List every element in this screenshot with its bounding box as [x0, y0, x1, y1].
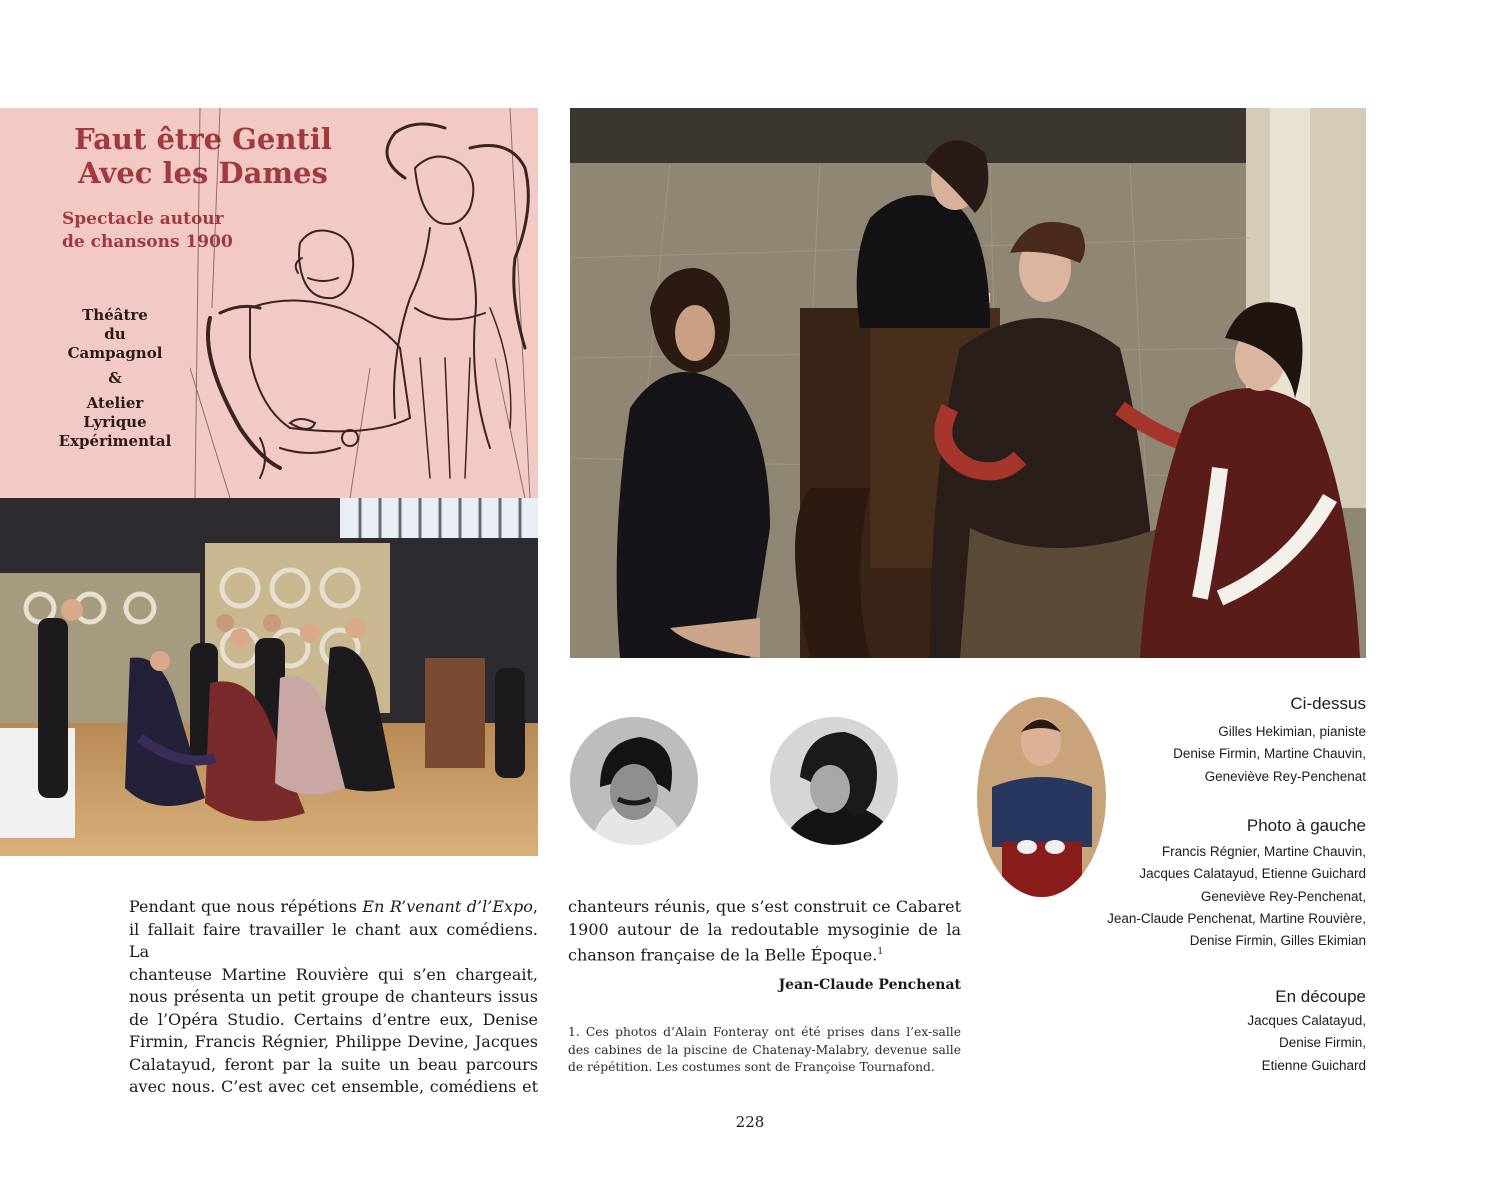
poster-org-line: Théâtre [82, 306, 148, 324]
portrait-etienne-guichard [977, 697, 1106, 897]
caption-line: Geneviève Rey-Penchenat, [1200, 888, 1366, 904]
portrait-jacques-calatayud [570, 717, 698, 845]
poster-organizers [50, 306, 180, 451]
poster-org-line: Lyrique [83, 413, 147, 431]
body-line: Calatayud, feront par la suite un beau parcours [129, 1054, 538, 1074]
body-line: chanteuse Martine Rouvière qui s’en chargeait, [129, 964, 538, 984]
portrait-denise-firmin [770, 717, 898, 845]
poster-org-line: & [108, 369, 122, 387]
caption-line: Etienne Guichard [1261, 1057, 1366, 1073]
poster-org-line: du [104, 325, 126, 343]
caption-line: Denise Firmin, [1278, 1035, 1366, 1051]
body-line: de l’Opéra Studio. Certains d’entre eux, Denise [129, 1009, 538, 1029]
caption-line: Jacques Calatayud, [1247, 1013, 1366, 1028]
rehearsal-photo [0, 498, 538, 856]
caption-line: Denise Firmin, Gilles Ekimian [1189, 933, 1366, 949]
body-line: Firmin, Francis Régnier, Philippe Devine, Jacques [129, 1032, 538, 1051]
poster-org-line: Expérimental [58, 432, 172, 450]
page-number: 228 [735, 1113, 765, 1131]
poster-org-line: Atelier [86, 394, 144, 412]
footnote: 1. Ces photos d’Alain Fonteray ont été prises dans l’ex-salle des cabines de la piscine de Chatenay-Malabry, devenue salle de répétition. Les costumes sont de Françoise Tournafond. [568, 1025, 961, 1074]
caption-heading: Ci-dessus [1290, 694, 1366, 713]
body-line: avec nous. C’est avec cet ensemble, comédiens et [129, 1077, 538, 1096]
caption-above [1173, 694, 1366, 788]
poster-title-line-2: Avec les Dames [78, 156, 328, 190]
caption-line: Denise Firmin, Martine Chauvin, [1173, 746, 1366, 762]
body-text-left-column [129, 896, 538, 1099]
body-line: il fallait faire travailler le chant aux comédiens. La [129, 919, 538, 961]
rehearsal-photo-image [0, 498, 538, 856]
footnote-marker: 1 [877, 947, 884, 957]
caption-heading: En découpe [1275, 987, 1366, 1006]
caption-heading: Photo à gauche [1246, 816, 1366, 835]
caption-line: Gilles Hekimian, pianiste [1218, 724, 1366, 739]
body-line: 1900 autour de la redoutable mysoginie de la [568, 919, 961, 939]
body-line: chanson française de la Belle Époque.$^1$ [568, 945, 884, 965]
poster-org-line: Campagnol [67, 344, 163, 362]
poster [0, 108, 538, 498]
caption-line: Francis Régnier, Martine Chauvin, [1161, 844, 1366, 859]
body-line: nous présenta un petit groupe de chanteurs issus [129, 987, 538, 1006]
poster-subtitle-line-2: de chansons 1900 [62, 232, 233, 252]
body-line: Pendant que nous répétions En R’venant d’l’Expo, [129, 897, 538, 916]
caption-line: Jean-Claude Penchenat, Martine Rouvière, [1107, 910, 1366, 926]
main-photo [570, 108, 1366, 658]
portrait-2-image [770, 717, 898, 845]
poster-title-line-1: Faut être Gentil [74, 122, 332, 156]
poster-sketch-illustration [190, 108, 538, 498]
body-text-middle-column [568, 896, 961, 967]
caption-line: Jacques Calatayud, Etienne Guichard [1139, 866, 1366, 882]
portrait-3-image [977, 697, 1106, 897]
caption-left-photo [1107, 816, 1366, 952]
portrait-1-image [570, 717, 698, 845]
poster-subtitle-line-1: Spectacle autour [62, 209, 224, 229]
body-line: chanteurs réunis, que s’est construit ce Cabaret [568, 897, 961, 916]
caption-line: Geneviève Rey-Penchenat [1204, 768, 1366, 784]
main-photo-image [570, 108, 1366, 658]
play-title-italic: En R’venant d’l’Expo [362, 897, 533, 916]
author-signature: Jean-Claude Penchenat [778, 977, 961, 993]
caption-cutout [1247, 987, 1366, 1077]
